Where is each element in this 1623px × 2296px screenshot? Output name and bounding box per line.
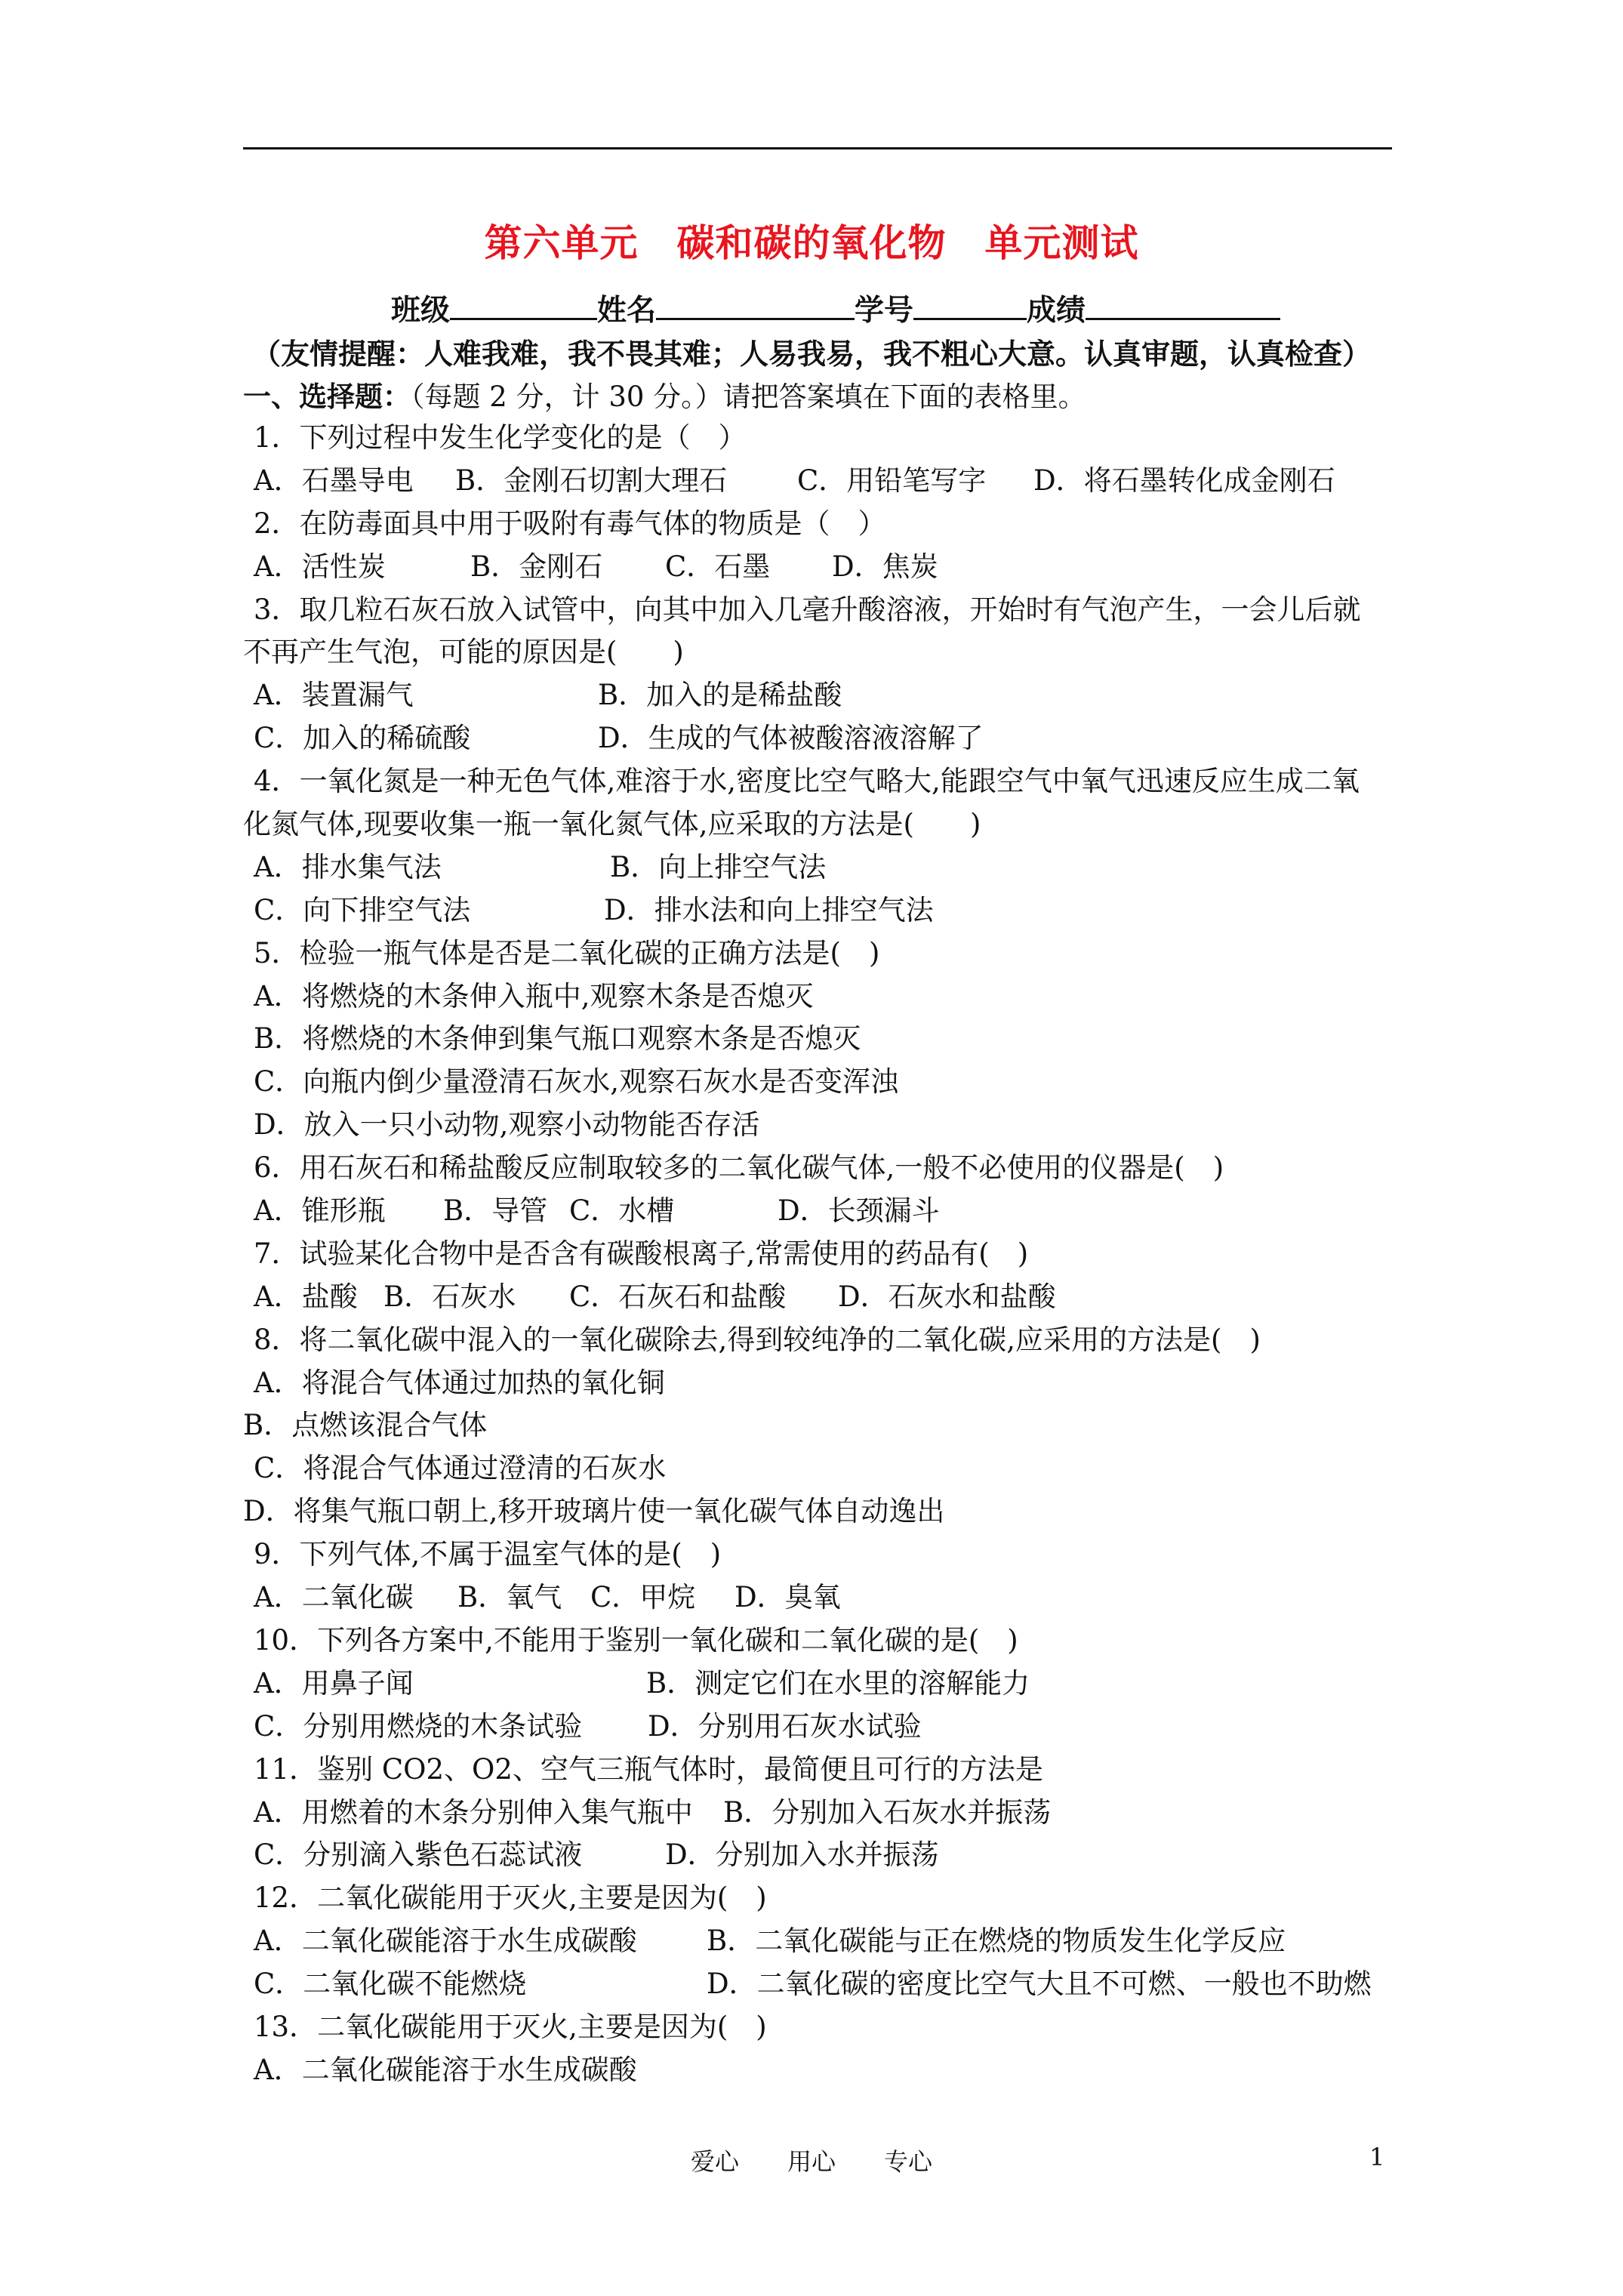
line-text: 不再产生气泡，可能的原因是( ) bbox=[243, 636, 684, 669]
score-blank[interactable] bbox=[1086, 291, 1280, 320]
answer-option: B．向上排空气法 bbox=[610, 850, 827, 883]
answer-option: A．石墨导电 bbox=[254, 464, 414, 497]
answer-option: D．长颈漏斗 bbox=[778, 1194, 940, 1228]
line-text: D．将集气瓶口朝上,移开玻璃片使一氧化碳气体自动逸出 bbox=[243, 1495, 945, 1528]
text-line bbox=[243, 932, 1398, 975]
line-text: B．将燃烧的木条伸到集气瓶口观察木条是否熄灭 bbox=[254, 1022, 861, 1056]
text-line bbox=[243, 503, 1398, 546]
line-text: 12．二氧化碳能用于灭火,主要是因为( ) bbox=[254, 1881, 767, 1915]
text-line bbox=[243, 1706, 1398, 1749]
answer-option: C．石墨 bbox=[665, 550, 771, 583]
text-line bbox=[243, 2049, 1398, 2092]
answer-option: D．生成的气体被酸溶液溶解了 bbox=[598, 722, 984, 755]
text-line bbox=[243, 1104, 1398, 1147]
line-text: 13．二氧化碳能用于灭火,主要是因为( ) bbox=[254, 2010, 767, 2043]
text-line bbox=[243, 1533, 1398, 1576]
answer-option: C．水槽 bbox=[569, 1194, 675, 1228]
line-text: A．将混合气体通过加热的氧化铜 bbox=[254, 1366, 665, 1399]
text-line bbox=[243, 760, 1398, 803]
question-list bbox=[243, 417, 1398, 2092]
line-text: 11．鉴别 CO2、O2、空气三瓶气体时，最简便且可行的方法是 bbox=[254, 1752, 1043, 1786]
name-label: 姓名 bbox=[597, 293, 657, 328]
text-line bbox=[243, 1749, 1398, 1792]
id-label: 学号 bbox=[855, 293, 914, 328]
text-line bbox=[243, 674, 1398, 717]
line-text: 10．下列各方案中,不能用于鉴别一氧化碳和二氧化碳的是( ) bbox=[254, 1623, 1018, 1657]
section-title: 一、选择题： bbox=[243, 380, 411, 413]
answer-option: D．将石墨转化成金刚石 bbox=[1033, 464, 1335, 497]
line-text: 5．检验一瓶气体是否是二氧化碳的正确方法是( ) bbox=[254, 936, 880, 969]
text-line bbox=[243, 546, 1398, 589]
answer-option: B．导管 bbox=[443, 1194, 548, 1228]
answer-option: D．排水法和向上排空气法 bbox=[604, 893, 934, 926]
text-line bbox=[243, 631, 1398, 674]
section-note: （每题 2 分，计 30 分。）请把答案填在下面的表格里。 bbox=[411, 381, 1086, 413]
text-line bbox=[243, 1963, 1398, 2006]
text-line bbox=[243, 1190, 1398, 1233]
text-line bbox=[243, 1663, 1398, 1706]
line-text: 2．在防毒面具中用于吸附有毒气体的物质是（ ） bbox=[254, 507, 886, 540]
answer-option: D．分别用石灰水试验 bbox=[648, 1709, 922, 1743]
name-blank[interactable] bbox=[656, 291, 855, 320]
text-line bbox=[243, 975, 1398, 1019]
text-line bbox=[243, 803, 1398, 846]
text-line bbox=[243, 846, 1398, 889]
text-line bbox=[243, 2006, 1398, 2049]
text-line bbox=[243, 1792, 1398, 1835]
line-text: A．二氧化碳能溶于水生成碳酸 bbox=[254, 2053, 637, 2086]
text-line bbox=[243, 717, 1398, 760]
line-text: D．放入一只小动物,观察小动物能否存活 bbox=[254, 1108, 760, 1142]
text-line bbox=[243, 1920, 1398, 1963]
answer-option: A．装置漏气 bbox=[254, 679, 414, 712]
answer-option: A．用鼻子闻 bbox=[254, 1666, 414, 1700]
text-line bbox=[243, 1147, 1398, 1190]
answer-option: A．二氧化碳 bbox=[254, 1581, 414, 1614]
text-line bbox=[243, 1319, 1398, 1362]
line-text: 4．一氧化氮是一种无色气体,难溶于水,密度比空气略大,能跟空气中氧气迅速反应生成二氧 bbox=[254, 765, 1360, 798]
text-line bbox=[243, 1834, 1398, 1877]
line-text: B．点燃该混合气体 bbox=[243, 1409, 488, 1442]
line-text: 1．下列过程中发生化学变化的是（ ） bbox=[254, 421, 747, 454]
answer-option: A．活性炭 bbox=[254, 550, 386, 583]
answer-option: B．二氧化碳能与正在燃烧的物质发生化学反应 bbox=[707, 1925, 1286, 1958]
answer-option: D．焦炭 bbox=[832, 550, 938, 583]
answer-option: C．用铅笔写字 bbox=[797, 464, 987, 497]
text-line bbox=[243, 889, 1398, 932]
text-line bbox=[243, 1362, 1398, 1405]
document-title: 第六单元 碳和碳的氧化物 单元测试 bbox=[484, 220, 1139, 265]
answer-option: A．锥形瓶 bbox=[254, 1194, 386, 1228]
answer-option: B．测定它们在水里的溶解能力 bbox=[646, 1666, 1030, 1700]
answer-option: A．排水集气法 bbox=[254, 850, 442, 883]
line-text: C．将混合气体通过澄清的石灰水 bbox=[254, 1452, 667, 1485]
answer-option: C．甲烷 bbox=[590, 1581, 696, 1614]
line-text: 化氮气体,现要收集一瓶一氧化氮气体,应采取的方法是( ) bbox=[243, 808, 981, 841]
student-info-line bbox=[391, 287, 1280, 326]
text-line bbox=[243, 1576, 1398, 1620]
text-line bbox=[243, 1877, 1398, 1920]
line-text: A．将燃烧的木条伸入瓶中,观察木条是否熄灭 bbox=[254, 979, 814, 1012]
line-text: 8．将二氧化碳中混入的一氧化碳除去,得到较纯净的二氧化碳,应采用的方法是( ) bbox=[254, 1323, 1261, 1356]
answer-option: B．金刚石 bbox=[470, 550, 603, 583]
answer-option: D．石灰水和盐酸 bbox=[838, 1280, 1056, 1313]
answer-option: B．金刚石切割大理石 bbox=[455, 464, 728, 497]
text-line bbox=[243, 1447, 1398, 1490]
text-line bbox=[243, 1061, 1398, 1104]
line-text: 3．取几粒石灰石放入试管中，向其中加入几毫升酸溶液，开始时有气泡产生，一会儿后就 bbox=[254, 593, 1361, 626]
score-label: 成绩 bbox=[1027, 293, 1086, 328]
answer-option: C．加入的稀硫酸 bbox=[254, 722, 471, 755]
line-text: 6．用石灰石和稀盐酸反应制取较多的二氧化碳气体,一般不必使用的仪器是( ) bbox=[254, 1151, 1224, 1185]
header-rule bbox=[243, 147, 1392, 149]
text-line bbox=[243, 460, 1398, 503]
answer-option: A．二氧化碳能溶于水生成碳酸 bbox=[254, 1925, 637, 1958]
class-blank[interactable] bbox=[450, 291, 597, 320]
id-blank[interactable] bbox=[913, 291, 1027, 320]
answer-option: B．分别加入石灰水并振荡 bbox=[723, 1795, 1052, 1829]
answer-option: B．加入的是稀盐酸 bbox=[598, 679, 842, 712]
answer-option: C．二氧化碳不能燃烧 bbox=[254, 1968, 527, 2001]
answer-option: B．石灰水 bbox=[383, 1280, 516, 1313]
text-line bbox=[243, 589, 1398, 632]
section-heading bbox=[243, 374, 1086, 415]
answer-option: C．石灰石和盐酸 bbox=[569, 1280, 787, 1313]
text-line bbox=[243, 1490, 1398, 1533]
footer-slogan: 爱心 用心 专心 bbox=[690, 2147, 932, 2176]
text-line bbox=[243, 1233, 1398, 1276]
answer-option: C．向下排空气法 bbox=[254, 893, 471, 926]
answer-option: B．氧气 bbox=[457, 1581, 562, 1614]
text-line bbox=[243, 417, 1398, 460]
answer-option: C．分别滴入紫色石蕊试液 bbox=[254, 1838, 583, 1872]
answer-option: A．用燃着的木条分别伸入集气瓶中 bbox=[254, 1795, 693, 1829]
friendly-reminder: （友情提醒：人难我难，我不畏其难；人易我易，我不粗心大意。认真审题，认真检查） bbox=[252, 337, 1372, 371]
text-line bbox=[243, 1276, 1398, 1319]
answer-option: C．分别用燃烧的木条试验 bbox=[254, 1709, 583, 1743]
class-label: 班级 bbox=[391, 293, 451, 328]
text-line bbox=[243, 1404, 1398, 1447]
line-text: 7．试验某化合物中是否含有碳酸根离子,常需使用的药品有( ) bbox=[254, 1237, 1029, 1270]
answer-option: D．臭氧 bbox=[735, 1581, 841, 1614]
text-line bbox=[243, 1620, 1398, 1663]
answer-option: A．盐酸 bbox=[254, 1280, 358, 1313]
line-text: 9．下列气体,不属于温室气体的是( ) bbox=[254, 1538, 722, 1571]
text-line bbox=[243, 1018, 1398, 1061]
answer-option: D．分别加入水并振荡 bbox=[665, 1838, 939, 1872]
answer-option: D．二氧化碳的密度比空气大且不可燃、一般也不助燃 bbox=[707, 1968, 1372, 2001]
line-text: C．向瓶内倒少量澄清石灰水,观察石灰水是否变浑浊 bbox=[254, 1065, 899, 1099]
page-number: 1 bbox=[1369, 2143, 1385, 2171]
